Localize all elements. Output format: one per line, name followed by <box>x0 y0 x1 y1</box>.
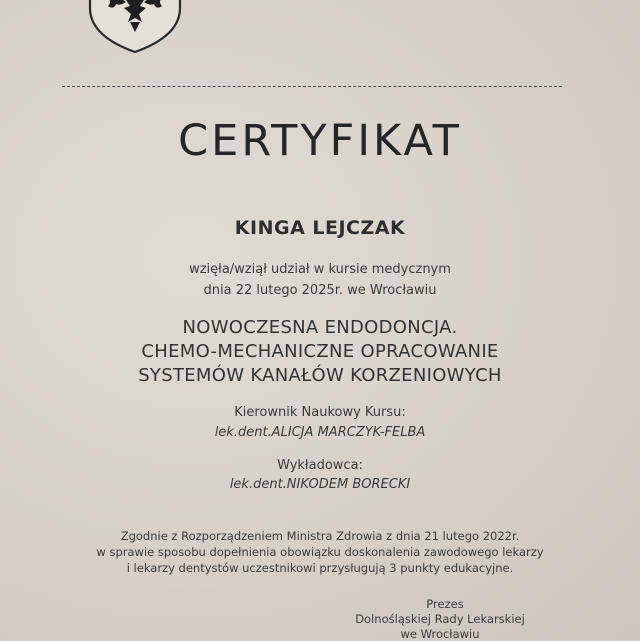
signatory-org-line-1: Dolnośląskiej Rady Lekarskiej <box>355 612 525 626</box>
eagle-crest-icon <box>82 0 188 54</box>
regulation-line-1: Zgodnie z Rozporządzeniem Ministra Zdrowia z dnia 21 lutego 2022r. <box>120 529 520 543</box>
scientific-director-label: Kierownik Naukowy Kursu: <box>234 405 406 420</box>
participation-line-1: wzięła/wziął udział w kursie medycznym <box>189 262 451 277</box>
participant-name: KINGA LEJCZAK <box>234 217 406 239</box>
participation-line-2: dnia 22 lutego 2025r. we Wrocławiu <box>203 283 437 298</box>
dashed-divider <box>62 86 562 87</box>
regulation-line-3: i lekarzy dentystów uczestnikowi przysługują 3 punkty edukacyjne. <box>126 561 514 575</box>
lecturer-label: Wykładowca: <box>277 458 363 473</box>
regulation-line-2: w sprawie sposobu dopełnienia obowiązku doskonalenia zawodowego lekarzy <box>96 545 544 559</box>
course-title-line-3: SYSTEMÓW KANAŁÓW KORZENIOWYCH <box>138 365 502 386</box>
certificate-title: CERTYFIKAT <box>178 116 462 166</box>
course-title-line-1: NOWOCZESNA ENDODONCJA. <box>182 317 458 338</box>
course-title-line-2: CHEMO-MECHANICZNE OPRACOWANIE <box>141 341 499 362</box>
signatory-title: Prezes <box>426 597 464 611</box>
signatory-org-line-2: we Wrocławiu <box>400 627 480 641</box>
scientific-director-name: lek.dent.ALICJA MARCZYK-FELBA <box>214 425 426 440</box>
lecturer-name: lek.dent.NIKODEM BORECKI <box>229 477 411 492</box>
